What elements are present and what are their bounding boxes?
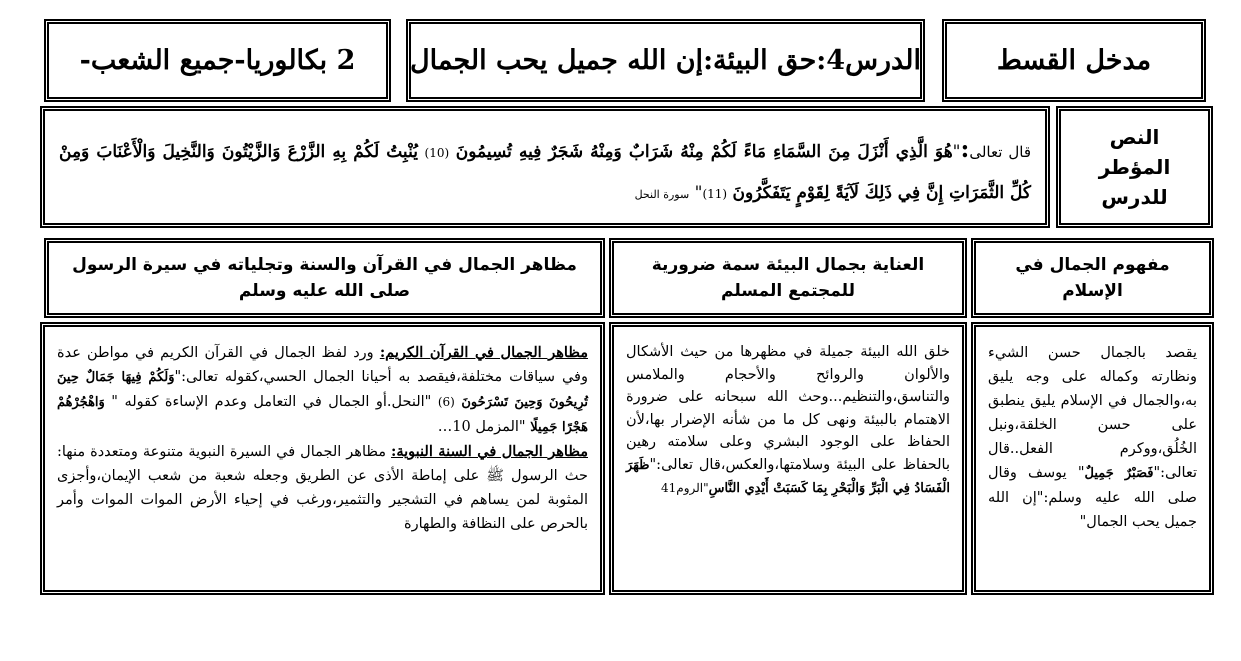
source-text-box: [40, 106, 1050, 228]
verse-open-quote: ": [952, 142, 961, 162]
concept-title-box: [971, 238, 1214, 318]
verse-number-10: (10): [424, 146, 450, 160]
quran-aspects-text-1: ورد لفظ الجمال في القرآن الكريم في مواطن عدة وفي سياقات مختلفة،فيقصد به أحيانا الجمال الحسي،كقوله تعالى:": [57, 345, 588, 385]
verse-close-quote: ": [694, 183, 703, 203]
unit-header-box: [942, 19, 1206, 102]
concept-content-box: [971, 322, 1214, 595]
unit-title: مدخل القسط: [996, 45, 1152, 76]
sunnah-aspects-text: مظاهر الجمال في السيرة النبوية متنوعة ومتعددة منها: حث الرسول ﷺ على إماطة الأذى عن الطريق وجعله شعبة من شعب الإيمان،وأجزى المثوبة لمن يساهم في التشجير والتثمير،ورغب في إحياء الأرض الموات الموات وأمر بالحرص على النظافة والطهارة: [57, 444, 588, 532]
source-label-line1: النص: [1109, 125, 1160, 149]
care-title-box: [609, 238, 967, 318]
quran-aspects-text-3: "المزمل 10…: [437, 419, 531, 435]
verse-part1: هُوَ الَّذِي أَنْزَلَ مِنَ السَّمَاءِ مَاءً لَكُمْ مِنْهُ شَرَابٌ وَمِنْهُ شَجَرٌ فِيهِ تُسِيمُونَ: [455, 142, 953, 162]
care-text-1: خلق الله البيئة جميلة في مظهرها من حيث الأشكال والألوان والروائح والأحجام والملامس والتناسق،والتنظيم...وحث الله سبحانه على ضرورة الاهتمام بالبيئة ونهى كل ما من شأنه الإضرار بها،لأن الحفاظ على الوجود البشري وعلى سلامته رهين بالحفاظ على البيئة وسلامتها،والعكس،قال تعالى:": [626, 344, 950, 473]
concept-title: مفهوم الجمال في الإسلام: [1015, 255, 1170, 301]
source-text-label-box: [1056, 106, 1213, 228]
level-header-box: [44, 19, 391, 102]
concept-text-1: يقصد بالجمال حسن الشيء ونظارته وكماله على وجه يليق به،والجمال في الإسلام يليق ينطبق على حسن الخلقة،ونبل الخُلُق،ووكرم الفعل..قال تعالى:": [988, 345, 1197, 481]
aspects-content-box: [40, 322, 605, 595]
concept-text-2: " يوسف وقال صلى الله عليه وسلم:"إن الله جميل يحب الجمال": [988, 465, 1197, 530]
quran-verse-2: وَاهْجُرْهُمْ هَجْرًا جَمِيلًا: [57, 395, 588, 435]
verse-colon: :: [960, 134, 970, 163]
lesson-header-box: [406, 19, 925, 102]
quran-verse-1: وَلَكُمْ فِيهَا جَمَالٌ حِينَ تُرِيحُونَ وَحِينَ تَسْرَحُونَ: [57, 370, 589, 410]
source-label-line2: المؤطر: [1098, 155, 1171, 179]
surah-name: سورة النحل: [634, 188, 690, 201]
source-label-line3: للدرس: [1101, 185, 1168, 209]
care-content-box: [609, 322, 967, 595]
quran-aspects-text-2: "النحل.أو الجمال في التعامل وعدم الإساءة كقوله ": [104, 394, 438, 410]
verse-number-11: (11): [702, 187, 728, 201]
lesson-title: الدرس4:حق البيئة:إن الله جميل يحب الجمال: [410, 45, 921, 76]
care-verse: ظَهَرَ الْفَسَادُ فِي الْبَرِّ وَالْبَحْرِ بِمَا كَسَبَتْ أَيْدِي النَّاسِ: [626, 457, 950, 496]
aspects-title-box: [44, 238, 605, 318]
verse-intro: قال تعالى: [969, 143, 1032, 161]
aspects-title: مظاهر الجمال في القرآن والسنة وتجلياته في سيرة الرسول صلى الله عليه وسلم: [72, 255, 577, 301]
quran-aspects-heading: مظاهر الجمال في القرآن الكريم:: [379, 344, 588, 361]
sunnah-aspects-heading: مظاهر الجمال في السنة النبوية:: [391, 443, 588, 460]
care-title: العناية بجمال البيئة سمة ضرورية للمجتمع المسلم: [651, 255, 925, 301]
level-title: 2 بكالوريا-جميع الشعب-: [79, 45, 356, 76]
concept-verse: فَصَبْرٌ جَمِيلٌ: [1084, 466, 1154, 481]
verse-part2: يُنْبِتُ لَكُمْ بِهِ الزَّرْعَ وَالزَّيْتُونَ وَالنَّخِيلَ وَالْأَعْنَابَ وَمِنْ كُلِّ الثَّمَرَاتِ إِنَّ فِي ذَلِكَ لَآيَةً لِقَوْمٍ يَتَفَكَّرُونَ: [59, 142, 1031, 203]
care-text-2: "الروم41: [661, 481, 709, 495]
quran-verse-number: (6): [437, 395, 455, 409]
